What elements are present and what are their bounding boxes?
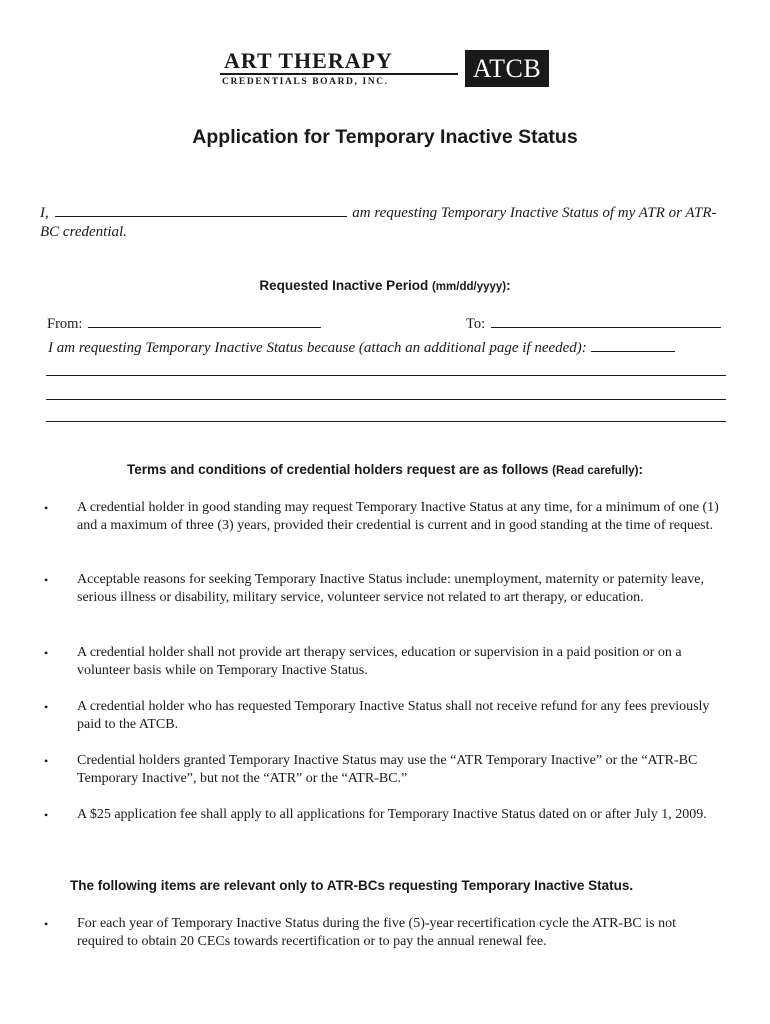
terms-note: (Read carefully) [552,465,639,477]
list-item-text: Acceptable reasons for seeking Temporary Inactive Status include: unemployment, maternity or paternity leave, serious illness or disability, military service, volunteer service not related to art therapy, or education. [77,572,704,605]
intro-suffix: am requesting Temporary Inactive Status of my ATR or ATR-BC credential. [40,205,717,240]
logo-rule [220,73,458,75]
bullet-icon: • [44,754,49,768]
logo-main-text: ART THERAPY [224,48,393,73]
list-item-text: A $25 application fee shall apply to all applications for Temporary Inactive Status dated on or after July 1, 2009. [77,807,707,822]
reason-line[interactable] [46,375,726,376]
terms-heading-text: Terms and conditions of credential holders request are as follows [127,462,549,477]
atr-bc-heading: The following items are relevant only to ATR-BCs requesting Temporary Inactive Status. [70,878,634,893]
list-item-text: For each year of Temporary Inactive Status during the five (5)-year recertification cycle the ATR-BC is not required to obtain 20 CECs towards recertification or to pay the annual renewal fee. [77,916,676,949]
bullet-icon: • [44,573,49,587]
list-item-text: A credential holder in good standing may request Temporary Inactive Status at any time, for a minimum of one (1) and a maximum of three (3) years, provided their credential is current and in good standing at the time of request. [77,500,719,533]
logo-box: ATCB [465,50,549,87]
terms-heading [0,462,770,477]
page-title: Application for Temporary Inactive Status [192,126,578,148]
from-row [47,314,321,333]
list-item-text: A credential holder who has requested Temporary Inactive Status shall not receive refund for any fees previously paid to the ATCB. [77,699,710,732]
reason-line[interactable] [46,399,726,400]
period-format: (mm/dd/yyyy) [431,281,507,293]
bullet-icon: • [44,808,49,822]
bullet-icon: • [44,700,49,714]
period-label: Requested Inactive Period [259,278,429,293]
terms-colon: : [638,462,643,477]
from-label: From: [47,316,83,332]
intro-statement [40,203,730,242]
to-row [466,314,721,333]
reason-line[interactable] [46,421,726,422]
period-colon: : [506,278,511,293]
name-field[interactable] [55,203,347,217]
logo-sub-text: CREDENTIALS BOARD, INC. [222,77,389,87]
list-item-text: A credential holder shall not provide art therapy services, education or supervision in a paid position or on a volunteer basis while on Temporary Inactive Status. [77,645,682,678]
to-date-field[interactable] [491,314,721,328]
reason-field-first[interactable] [591,338,675,352]
bullet-icon: • [44,917,49,931]
bullet-icon: • [44,501,49,515]
from-date-field[interactable] [88,314,321,328]
reason-label: I am requesting Temporary Inactive Status because (attach an additional page if needed): [48,340,587,356]
intro-prefix: I, [40,205,49,221]
bullet-icon: • [44,646,49,660]
to-label: To: [466,316,486,332]
period-heading [0,278,770,293]
reason-row [48,338,675,357]
list-item-text: Credential holders granted Temporary Inactive Status may use the “ATR Temporary Inactive” or the “ATR-BC Temporary Inactive”, but not the “ATR” or the “ATR-BC.” [77,753,698,786]
